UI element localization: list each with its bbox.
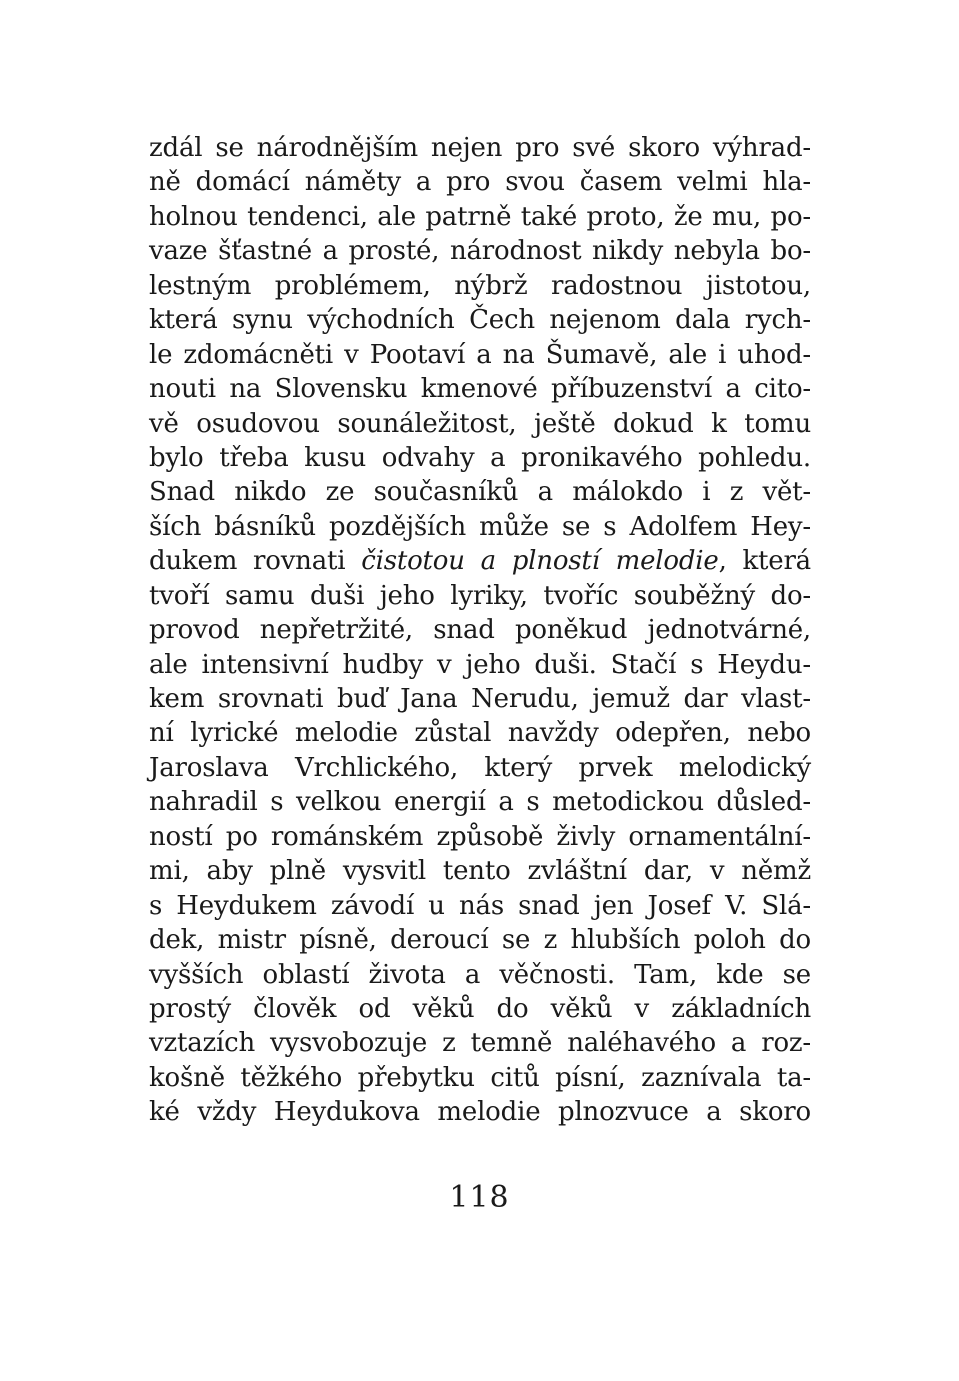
text-line-5: lestným problémem, nýbrž radostnou jistotou, [149, 270, 811, 301]
text-line-4: vaze šťastné a prosté, národnost nikdy nebyla bo- [149, 236, 811, 267]
text-line-26: prostý člověk od věků do věků v základních [149, 993, 811, 1024]
text-line-23: s Heydukem závodí u nás snad jen Josef V. Slá- [149, 890, 811, 921]
text-line-18: ní lyrické melodie zůstal navždy odepřen, nebo [149, 718, 811, 749]
text-line-1: zdál se národnějším nejen pro své skoro výhrad- [149, 133, 811, 163]
page-number: 118 [449, 1180, 510, 1215]
text-line-20: nahradil s velkou energií a s metodickou důsled- [149, 787, 811, 818]
text-line-13-end: , která [718, 546, 811, 577]
text-line-12: ších básníků pozdějších může se s Adolfem Hey- [149, 511, 811, 542]
text-line-13-start: dukem rovnati [149, 546, 362, 577]
text-line-8: nouti na Slovensku kmenové příbuzenství a cito- [149, 374, 811, 405]
text-line-3: holnou tendenci, ale patrně také proto, že mu, po- [149, 201, 811, 232]
text-line-11: Snad nikdo ze současníků a málokdo i z vět- [149, 477, 811, 508]
text-line-10: bylo třeba kusu odvahy a pronikavého pohledu. [149, 442, 811, 473]
text-line-21: ností po románském způsobě živly ornamentální- [149, 821, 811, 852]
text-line-25: vyšších oblastí života a věčnosti. Tam, kde se [149, 959, 811, 990]
text-line-22: mi, aby plně vysvitl tento zvláštní dar, v němž [149, 856, 811, 887]
emphasized-phrase: čistotou a plností melodie [361, 546, 719, 577]
text-line-16: ale intensivní hudby v jeho duši. Stačí s Heydu- [149, 649, 811, 680]
text-line-28: košně těžkého přebytku citů písní, zaznívala ta- [149, 1062, 811, 1093]
text-line-2: ně domácí náměty a pro svou časem velmi hla- [149, 167, 811, 198]
text-line-27: vztazích vysvobozuje z temně naléhavého a roz- [149, 1028, 811, 1059]
text-line-13 [149, 544, 811, 578]
text-line-14: tvoří samu duši jeho lyriky, tvoříc souběžný do- [149, 580, 811, 611]
body-text [149, 131, 811, 1130]
text-line-15: provod nepřetržité, snad poněkud jednotvárné, [149, 615, 811, 646]
text-line-7: le zdomácněti v Pootaví a na Šumavě, ale i uhod- [149, 339, 811, 370]
text-line-19: Jaroslava Vrchlického, který prvek melodický [149, 752, 811, 783]
text-line-9: vě osudovou sounáležitost, ještě dokud k tomu [149, 408, 811, 439]
text-line-29: ké vždy Heydukova melodie plnozvuce a skoro [149, 1097, 811, 1128]
text-line-24: dek, mistr písně, deroucí se z hlubších poloh do [149, 925, 811, 956]
text-line-6: která synu východních Čech nejenom dala rych- [149, 305, 811, 336]
text-line-17: kem srovnati buď Jana Nerudu, jemuž dar vlast- [149, 684, 811, 714]
